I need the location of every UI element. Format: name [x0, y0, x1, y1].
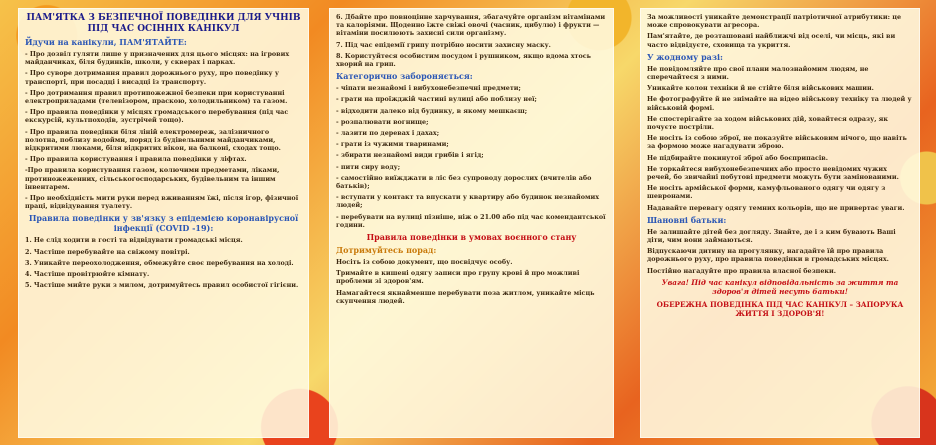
panel-middle [329, 8, 614, 438]
list-item: 6. Дбайте про повноцінне харчування, збагачуйте організм вітамінами та калоріями. Щоденно їжте свіжі овочі (часник, цибулю) і фрукти — вітаміни посилюють захисні сили організму. [336, 13, 606, 38]
list-item: - пити сиру воду; [336, 162, 401, 171]
list-item: Не фотографуйте й не знімайте на відео військову техніку та людей у військовій формі. [647, 95, 912, 112]
list-item: - Про правила користування і правила поведінки у ліфтах. [25, 155, 247, 164]
section-heading-advice: Дотримуйтесь порад: [336, 245, 437, 256]
list-item: - Про необхідність мити руки перед вживанням їжі, після ігор, фізичної праці, відвідування туалету. [25, 194, 299, 211]
footer-slogan: ОБЕРЕЖНА ПОВЕДІНКА ПІД ЧАС КАНІКУЛ – ЗАПОРУКА ЖИТТЯ І ЗДОРОВ'Я! [656, 299, 904, 318]
list-item: - Про суворе дотримання правил дорожнього руху, про поведінку у транспорті, при посадці і висадці із транспорту. [25, 69, 279, 86]
list-item: Не повідомляйте про свої плани малознайомим людям, не сперечайтеся з ними. [647, 64, 869, 82]
list-item: 1. Не слід ходити в гості та відвідувати громадські місця. [25, 236, 243, 245]
list-item: Відпускаючи дитину на прогулянку, нагадайте їй про правила дорожнього руху, про правила поведінки в громадських місцях. [647, 247, 889, 264]
list-item: - Про правила поведінки у місцях громадського перебування (під час екскурсій, культпоходів, зустрічей тощо). [25, 108, 289, 125]
list-item: - Про дотримання правил протипожежної безпеки при користуванні електроприладами (телевізором, праскою, холодильником) та газом. [25, 88, 288, 106]
section-heading-covid: Правила поведінки у зв'язку з епідемією коронавірусної інфекції (COVID -19): [28, 213, 299, 234]
list-item: 3. Уникайте переохолодження, обмежуйте своє перебування на холоді. [25, 258, 294, 267]
list-item: - перебувати на вулиці пізніше, ніж о 21.00 або під час комендантської години. [336, 212, 606, 229]
list-item: Не носіть із собою зброї, не показуйте військовим нічого, що навіть за формою може нагадувати зброю. [647, 134, 907, 151]
list-item: 2. Частіше перебувайте на свіжому повітрі. [25, 247, 190, 256]
list-item: - грати із чужими тваринами; [336, 140, 449, 149]
section-heading-never: У жодному разі: [647, 51, 723, 62]
list-item: - відходити далеко від будинку, в якому мешкаєш; [336, 106, 528, 115]
list-item: Тримайте в кишені одягу записи про групу крові й про можливі проблеми зі здоров'ям. [336, 269, 580, 286]
list-item: Не залишайте дітей без догляду. Знайте, де і з ким бувають Ваші діти, чим вони займаються. [647, 227, 896, 245]
page-title: ПАМ'ЯТКА З БЕЗПЕЧНОЇ ПОВЕДІНКИ ДЛЯ УЧНІВ [26, 13, 301, 23]
panel-right [640, 8, 920, 438]
list-item: Постійно нагадуйте про правила власної безпеки. [647, 266, 836, 275]
list-item: Пам'ятайте, де розташовані найближчі від оселі, чи місць, які ви часто відвідуєте, сховища та укриття. [647, 32, 896, 49]
section-heading-forbidden: Категорично забороняється: [336, 71, 473, 82]
list-item: Не спостерігайте за ходом військових дій, ховайтеся одразу, як почуєте постріли. [647, 114, 888, 132]
list-item: Не торкайтеся вибухонебезпечних або просто невідомих чужих речей, бо звичайні побутові предмети можуть бути замінованими. [647, 164, 899, 182]
panel-left [18, 8, 309, 438]
list-item: - лазити по деревах і дахах; [336, 129, 440, 138]
section-heading-reminders: Йдучи на канікули, ПАМ'ЯТАЙТЕ: [25, 37, 187, 47]
list-item: 4. Частіше провітрюйте кімнату. [25, 270, 150, 279]
section-heading-martial-law: Правила поведінки в умовах воєнного стану [366, 232, 577, 243]
list-item: - грати на проїжджій частині вулиці або поблизу неї; [336, 95, 537, 104]
list-item: - чіпати незнайомі і вибухонебезпечні предмети; [336, 84, 521, 93]
list-item: - збирати незнайомі види грибів і ягід; [336, 151, 484, 160]
page-subtitle: ПІД ЧАС ОСІННІХ КАНІКУЛ [87, 24, 240, 34]
section-heading-parents: Шановні батьки: [647, 214, 727, 225]
list-item: - вступати у контакт та впускати у квартиру або будинок незнайомих людей; [336, 193, 600, 210]
list-item: Носіть із собою документ, що посвідчує особу. [336, 258, 513, 267]
list-item: - самостійно виїжджати в ліс без супроводу дорослих (вчителів або батьків); [336, 173, 592, 191]
list-item: Не підбирайте покинутої зброї або боєприпасів. [647, 153, 828, 162]
list-item: - Про правила поведінки біля ліній електромереж, залізничного полотна, поблизу водойми, поряд із будівельними майданчиками, відкритими люками, біля відкритих вікон, на балконі, сходах тощо. [25, 127, 281, 153]
list-item: 7. Під час епідемії грипу потрібно носити захисну маску. [336, 40, 551, 49]
list-item: -Про правила користування газом, колючими предметами, ліками, протиножеженних, сільськогосподарських, будівельним та іншим інвентарем. [25, 166, 280, 191]
list-item: - Про дозвіл гуляти лише у призначених для цього місцях: на ігрових майданчиках, біля будинків, школи, у скверах і парках. [25, 50, 290, 67]
attention-note: Увага! Під час канікул відповідальність за життя та здоров'я дітей несуть батьки! [661, 277, 899, 296]
list-item: За можливості уникайте демонстрації патріотичної атрибутики: це може спровокувати агресора. [647, 13, 902, 30]
list-item: - розпалювати вогнище; [336, 117, 429, 126]
list-item: 8. Користуйтеся особистим посудом і рушником, якщо вдома хтось хворий на грип. [336, 51, 591, 69]
list-item: Уникайте колон техніки й не стійте біля військових машин. [647, 84, 874, 93]
list-item: 5. Частіше мийте руки з милом, дотримуйтесь правил особистої гігієни. [25, 281, 299, 290]
list-item: Не носіть армійської форми, камуфльованого одягу чи одягу з шевронами. [647, 184, 886, 201]
list-item: Надавайте перевагу одягу темних кольорів, що не привертає уваги. [647, 203, 905, 212]
list-item: Намагайтеся якнайменше перебувати поза житлом, уникайте місць скупчення людей. [336, 288, 595, 305]
